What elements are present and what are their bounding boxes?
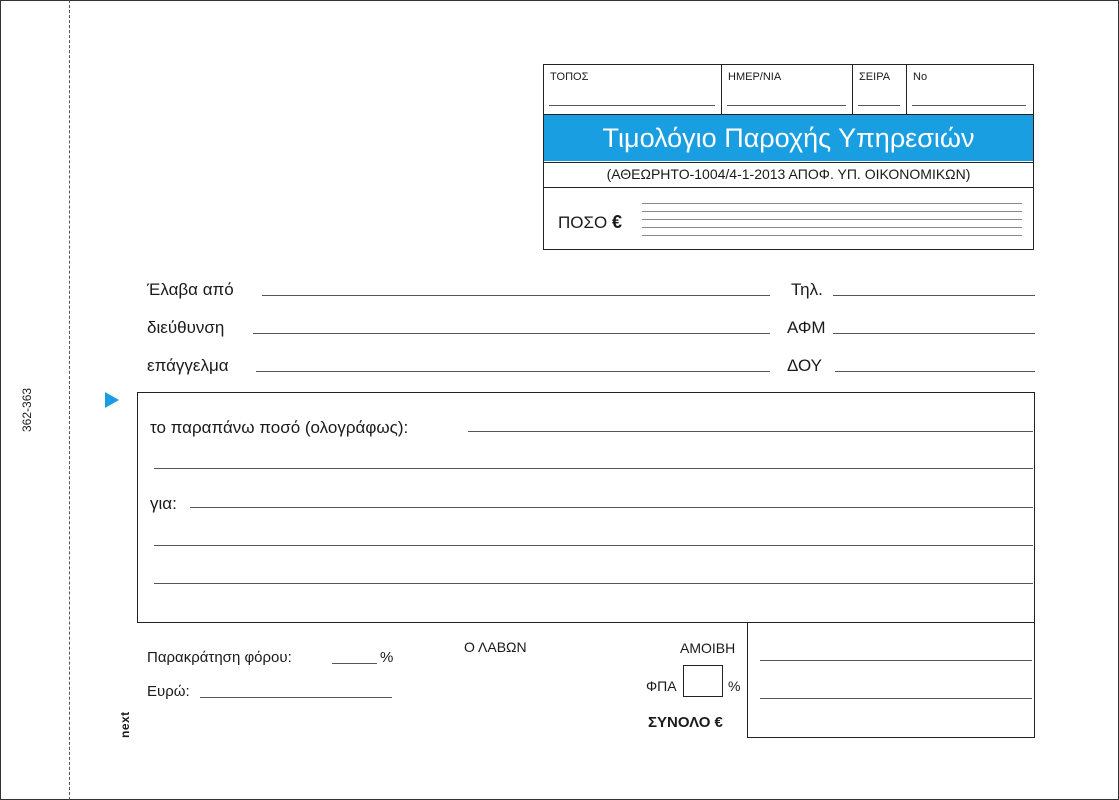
tax-office-label: ΔΟΥ xyxy=(787,356,823,375)
date-label: ΗΜΕΡ/ΝΙΑ xyxy=(728,71,782,83)
fee-field[interactable] xyxy=(760,660,1032,661)
profession-field[interactable] xyxy=(256,371,770,372)
tax-office-field[interactable] xyxy=(835,371,1035,372)
for-label: για: xyxy=(150,494,177,513)
amount-words-label: το παραπάνω ποσό (ολογράφως): xyxy=(150,418,409,437)
arrow-marker-icon xyxy=(105,392,119,408)
number-cell[interactable] xyxy=(907,65,1032,114)
amount-label-text: ΠΟΣΟ xyxy=(558,213,608,232)
received-from-field[interactable] xyxy=(262,295,770,296)
brand-logo: next xyxy=(118,711,132,738)
header-box xyxy=(543,64,1034,250)
fee-label: ΑΜΟΙΒΗ xyxy=(680,640,736,656)
vat-id-label: ΑΦΜ xyxy=(787,318,826,337)
place-cell[interactable] xyxy=(544,65,722,114)
vat-amount-field[interactable] xyxy=(760,698,1032,699)
approval-note: (ΑΘΕΩΡΗΤΟ-1004/4-1-2013 ΑΠΟΦ. ΥΠ. ΟΙΚΟΝΟΜΙΚΩΝ) xyxy=(544,162,1033,188)
total-euro-icon: € xyxy=(714,714,723,731)
withholding-label: Παρακράτηση φόρου: xyxy=(147,649,292,666)
phone-label: Τηλ. xyxy=(791,280,823,299)
received-from-label: Έλαβα από xyxy=(147,280,234,299)
amount-words-field-line2[interactable] xyxy=(154,468,1033,469)
profession-label: επάγγελμα xyxy=(147,356,229,375)
for-field-line2[interactable] xyxy=(154,545,1033,546)
document-title: Τιμολόγιο Παροχής Υπηρεσιών xyxy=(544,115,1033,161)
form-code: 362-363 xyxy=(20,387,34,432)
series-cell[interactable] xyxy=(853,65,907,114)
address-label: διεύθυνση xyxy=(147,318,225,337)
for-field-line3[interactable] xyxy=(154,583,1033,584)
vat-label: ΦΠΑ xyxy=(646,678,677,694)
for-field[interactable] xyxy=(190,507,1033,508)
amount-label xyxy=(558,212,622,233)
total-label xyxy=(648,714,723,731)
phone-field[interactable] xyxy=(833,295,1035,296)
perforation-line xyxy=(69,0,70,800)
vat-percent: % xyxy=(728,678,741,694)
place-line xyxy=(549,105,715,106)
date-cell[interactable] xyxy=(722,65,853,114)
series-label: ΣΕΙΡΑ xyxy=(859,71,891,83)
receiver-label: Ο ΛΑΒΩΝ xyxy=(464,639,527,655)
amount-field[interactable] xyxy=(642,203,1022,243)
euro-label: Ευρώ: xyxy=(147,683,190,700)
total-label-text: ΣΥΝΟΛΟ xyxy=(648,714,711,731)
euro-icon: € xyxy=(611,212,622,232)
amount-words-field[interactable] xyxy=(468,431,1033,432)
series-line xyxy=(858,105,900,106)
date-line xyxy=(727,105,846,106)
address-field[interactable] xyxy=(253,333,770,334)
totals-box xyxy=(747,622,1035,738)
number-label: No xyxy=(913,71,928,83)
withholding-percent: % xyxy=(380,649,394,666)
withholding-field[interactable] xyxy=(332,663,377,664)
place-label: ΤΟΠΟΣ xyxy=(550,71,589,83)
header-row xyxy=(544,65,1033,115)
number-line xyxy=(912,105,1026,106)
euro-field[interactable] xyxy=(200,697,392,698)
vat-id-field[interactable] xyxy=(833,333,1035,334)
vat-rate-input[interactable] xyxy=(683,665,723,697)
